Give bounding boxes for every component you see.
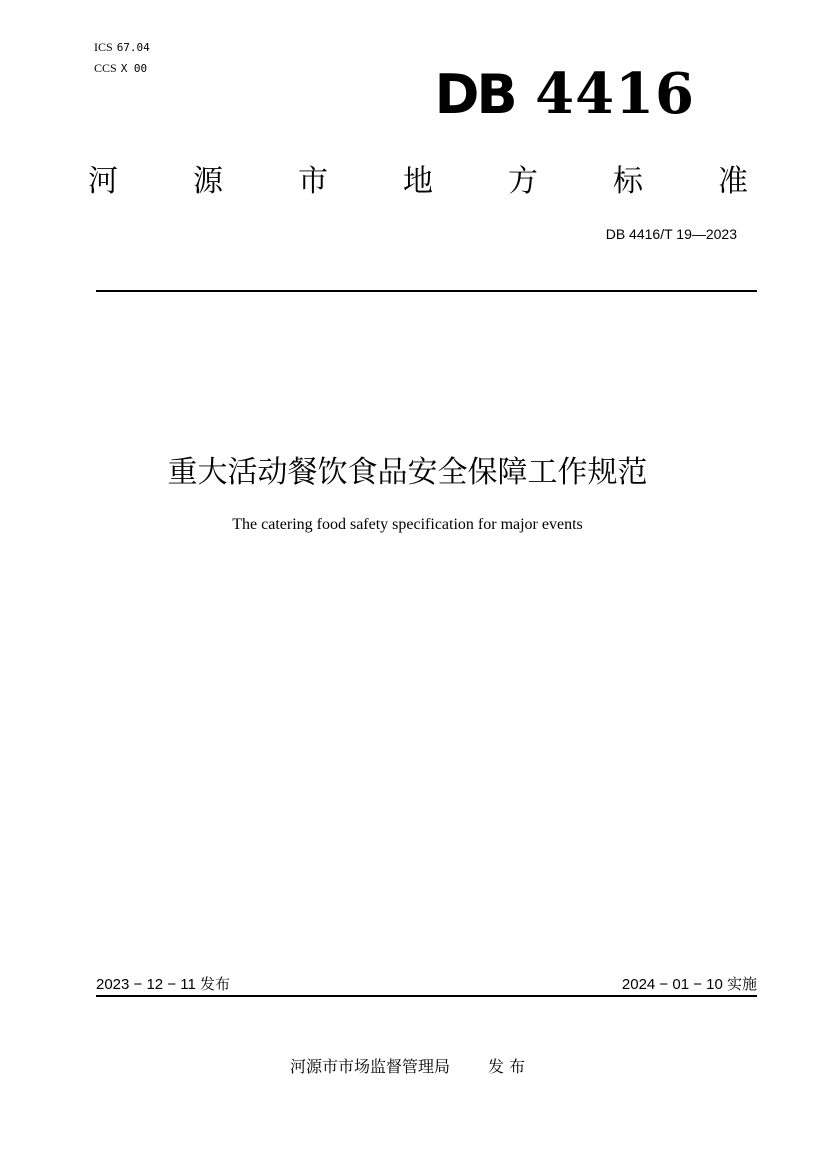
ics-value: 67.04: [116, 41, 150, 54]
ccs-label: CCS: [94, 61, 117, 75]
standard-number: DB 4416/T 19—2023: [605, 226, 737, 242]
ics-code: [94, 40, 150, 55]
document-title-zh: 重大活动餐饮食品安全保障工作规范: [167, 455, 648, 490]
standard-type-char: 市: [298, 164, 328, 199]
standard-type-char: 方: [508, 164, 538, 199]
issue-date: 2023 − 12 − 11 发布: [96, 976, 230, 993]
logo-prefix: DB: [434, 63, 515, 126]
standard-type-char: 源: [193, 164, 223, 199]
publish-label: 发 布: [487, 1057, 526, 1076]
document-title-en: The catering food safety specification for major events: [232, 516, 583, 533]
standard-type-char: 标: [613, 164, 643, 199]
publisher-line: [0, 1054, 815, 1077]
bottom-divider: [96, 995, 757, 997]
top-divider: [96, 290, 757, 292]
ccs-code: [94, 61, 147, 76]
implementation-date: 2024 − 01 − 10 实施: [621, 976, 757, 993]
standard-type-char: 地: [403, 164, 433, 199]
standard-type-char: 准: [718, 164, 748, 199]
ics-label: ICS: [94, 40, 113, 54]
ccs-value: X 00: [120, 62, 148, 75]
standard-type-char: 河: [88, 164, 118, 199]
standard-logo: [434, 61, 695, 127]
logo-number: 4416: [535, 61, 695, 127]
standard-type: [88, 156, 748, 200]
publisher-name: 河源市市场监督管理局: [289, 1057, 450, 1076]
